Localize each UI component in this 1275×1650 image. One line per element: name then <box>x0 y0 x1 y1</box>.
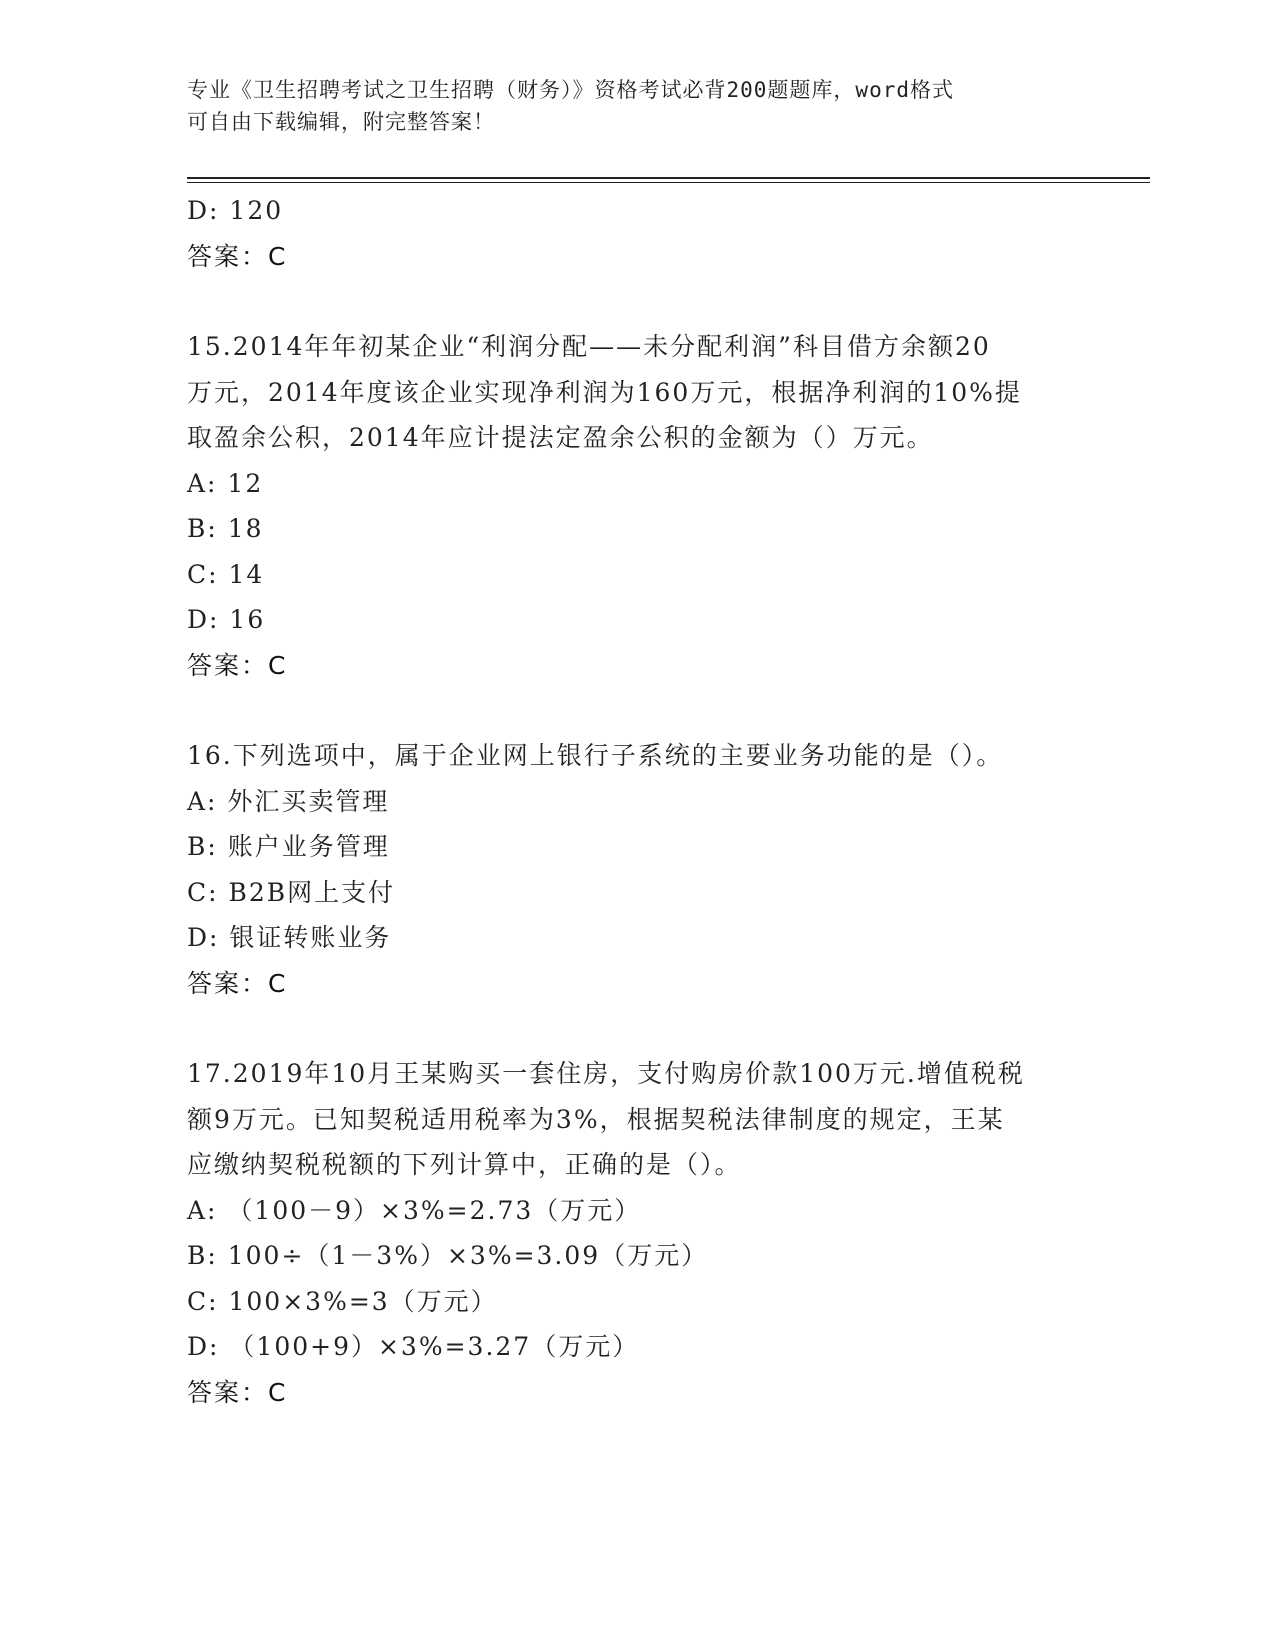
option-d: D: 16 <box>187 605 266 634</box>
option-a: A: 外汇买卖管理 <box>187 786 390 816</box>
spacer <box>187 279 1087 324</box>
answer: 答案：C <box>187 1377 288 1407</box>
question-text: 额9万元。已知契税适用税率为3%，根据契税法律制度的规定，王某 <box>187 1104 1005 1134</box>
option-c: C: 14 <box>187 559 265 589</box>
header-rule-thin <box>187 182 1150 183</box>
answer: 答案：C <box>187 241 288 271</box>
question-text: 16.下列选项中，属于企业网上银行子系统的主要业务功能的是（）。 <box>187 741 1004 770</box>
header-rule-thick <box>187 177 1150 179</box>
document-header <box>187 74 1067 138</box>
answer: 答案：C <box>187 968 288 998</box>
question-17 <box>187 1051 1087 1415</box>
header-line-1: 专业《卫生招聘考试之卫生招聘（财务）》资格考试必背200题题库，word格式 <box>187 78 954 102</box>
question-15 <box>187 324 1087 688</box>
spacer <box>187 688 1087 733</box>
option-c: C: B2B网上支付 <box>187 877 396 907</box>
option-a: A: （100－9）×3%=2.73（万元） <box>187 1195 642 1225</box>
option-a: A: 12 <box>187 468 264 498</box>
option-d: D: （100+9）×3%=3.27（万元） <box>187 1332 640 1361</box>
answer: 答案：C <box>187 650 288 680</box>
option-b: B: 18 <box>187 514 264 543</box>
question-text: 应缴纳契税税额的下列计算中，正确的是（）。 <box>187 1150 742 1179</box>
document-body <box>187 188 1087 1415</box>
question-text: 取盈余公积，2014年应计提法定盈余公积的金额为（）万元。 <box>187 423 934 452</box>
option-d: D: 银证转账业务 <box>187 923 392 952</box>
question-text: 15.2014年年初某企业“利润分配——未分配利润”科目借方余额20 <box>187 332 991 361</box>
question-16 <box>187 733 1087 1006</box>
option-b: B: 100÷（1－3%）×3%=3.09（万元） <box>187 1241 709 1270</box>
header-line-2: 可自由下载编辑，附完整答案！ <box>187 110 495 134</box>
question-text: 17.2019年10月王某购买一套住房，支付购房价款100万元.增值税税 <box>187 1059 1025 1088</box>
previous-question-tail <box>187 188 1087 279</box>
option-b: B: 账户业务管理 <box>187 832 390 861</box>
option-d: D: 120 <box>187 196 284 225</box>
spacer <box>187 1006 1087 1051</box>
option-c: C: 100×3%=3（万元） <box>187 1286 498 1316</box>
question-text: 万元，2014年度该企业实现净利润为160万元，根据净利润的10%提 <box>187 377 1022 407</box>
